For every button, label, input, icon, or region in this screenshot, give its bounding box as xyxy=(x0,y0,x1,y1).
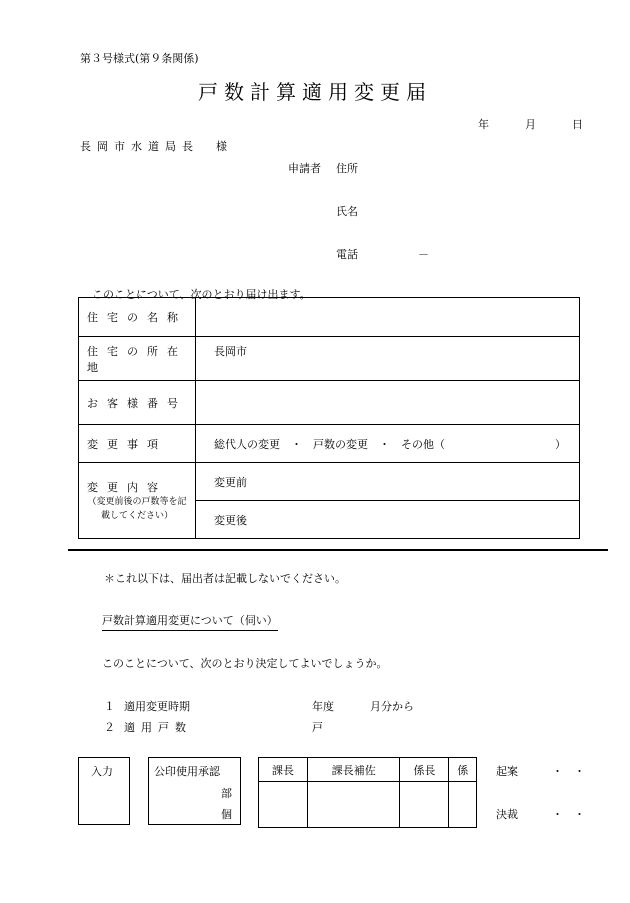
table-row xyxy=(79,381,580,425)
decision-text: このことについて、次のとおり決定してよいでしょうか。 xyxy=(102,657,388,670)
draft-date-dots: ・ ・ xyxy=(552,765,585,778)
row-label: 変更事項 xyxy=(79,425,196,463)
form-number: 第３号様式(第９条関係) xyxy=(80,52,199,65)
address-label: 住所 xyxy=(336,162,358,175)
approver-header: 係 xyxy=(449,758,477,782)
before-field[interactable]: 変更前 xyxy=(196,463,580,501)
date-day-label: 日 xyxy=(572,118,583,131)
seal-label: 公印使用承認 xyxy=(154,765,220,778)
table-row xyxy=(79,298,580,337)
item2-number: ２ xyxy=(104,721,115,734)
office-subheading: 戸数計算適用変更について（伺い） xyxy=(102,612,278,631)
change-options[interactable]: 総代人の変更 ・ 戸数の変更 ・ その他（ ） xyxy=(196,425,580,463)
table-row xyxy=(79,463,580,501)
stamp-cell[interactable] xyxy=(308,782,400,828)
applicant-label: 申請者 xyxy=(288,162,321,175)
approver-header: 係長 xyxy=(400,758,449,782)
row-value[interactable] xyxy=(196,298,580,337)
decided-date-dots: ・ ・ xyxy=(552,808,585,821)
row-label: 住宅の名称 xyxy=(79,298,196,337)
row-value[interactable] xyxy=(196,381,580,425)
approver-header: 課長 xyxy=(259,758,308,782)
table-row xyxy=(79,337,580,381)
change-content-label xyxy=(79,463,196,539)
table-row xyxy=(79,425,580,463)
application-table xyxy=(78,297,580,539)
item1-label: 適用変更時期 xyxy=(124,700,190,713)
item1-unit-month: 月分から xyxy=(370,700,414,713)
row-label: お客様番号 xyxy=(79,381,196,425)
date-month-label: 月 xyxy=(525,118,536,131)
item2-unit: 戸 xyxy=(312,721,323,734)
office-note: ＊これ以下は、届出者は記載しないでください。 xyxy=(104,572,346,585)
table-row xyxy=(259,782,477,828)
approver-header: 課長補佐 xyxy=(308,758,400,782)
name-label: 氏名 xyxy=(336,205,358,218)
decided-label: 決裁 xyxy=(496,808,518,821)
table-row xyxy=(259,758,477,782)
stamp-cell[interactable] xyxy=(400,782,449,828)
form-title: 戸数計算適用変更届 xyxy=(198,80,432,104)
change-label: 変更内容 xyxy=(87,480,167,494)
phone-label: 電話 xyxy=(336,248,358,261)
row-label: 住宅の所在地 xyxy=(79,337,196,381)
draft-label: 起案 xyxy=(496,765,518,778)
item2-label: 適用戸数 xyxy=(124,721,192,734)
approval-table xyxy=(258,757,477,828)
seal-count: 個 xyxy=(221,808,232,821)
stamp-cell[interactable] xyxy=(449,782,477,828)
date-year-label: 年 xyxy=(478,118,489,131)
item1-unit-year: 年度 xyxy=(312,700,334,713)
section-divider xyxy=(68,549,608,551)
addressee: 長岡市水道局長 様 xyxy=(80,140,233,153)
row-value[interactable]: 長岡市 xyxy=(196,337,580,381)
seal-dept: 部 xyxy=(221,787,232,800)
input-label: 入力 xyxy=(91,765,113,778)
stamp-cell[interactable] xyxy=(259,782,308,828)
item1-number: １ xyxy=(104,700,115,713)
phone-dash: － xyxy=(418,248,429,261)
after-field[interactable]: 変更後 xyxy=(196,501,580,539)
change-note: （変更前後の戸数等を記載してください） xyxy=(87,496,187,521)
intro-text: このことについて、次のとおり届け出ます。 xyxy=(92,288,311,301)
